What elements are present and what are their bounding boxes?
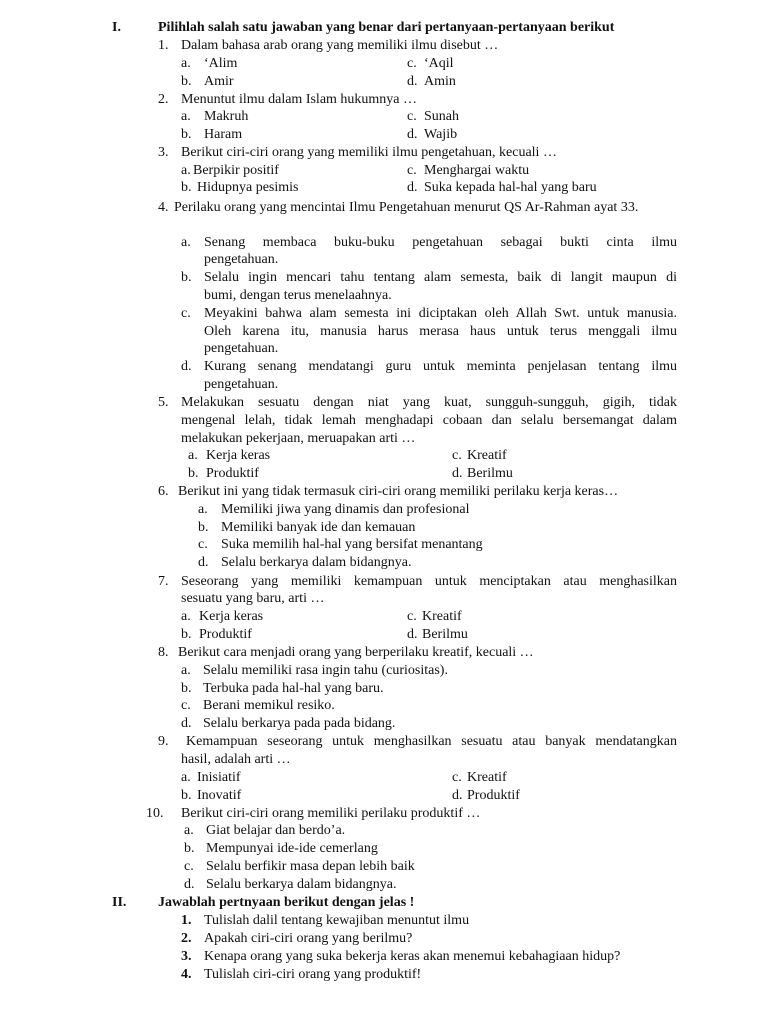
question-text: hasil, adalah arti … — [181, 752, 291, 767]
option-letter: a. — [181, 109, 191, 124]
option-text: Berpikir positif — [193, 163, 279, 178]
option-text: Giat belajar dan berdo’a. — [206, 823, 346, 838]
option-text: Produktif — [199, 627, 252, 642]
option-text: Menghargai waktu — [424, 163, 530, 178]
option-text: Senang membaca buku-buku pengetahuan sebagai bukti cinta ilmu — [204, 235, 677, 250]
option-text: Memiliki jiwa yang dinamis dan profesional — [221, 502, 470, 517]
section-2-numeral: II. — [112, 895, 127, 910]
option-letter: c. — [452, 770, 462, 785]
option-text: Haram — [204, 127, 243, 142]
option-text: Kreatif — [467, 448, 507, 463]
section-1-heading: Pilihlah salah satu jawaban yang benar dari pertanyaan-pertanyaan berikut — [158, 20, 615, 35]
option-text: Selalu berkarya pada pada bidang. — [203, 716, 396, 731]
option-letter: c. — [407, 56, 417, 71]
essay-text: Apakah ciri-ciri orang yang berilmu? — [204, 931, 413, 946]
option-letter: a. — [181, 770, 191, 785]
essay-text: Tulislah dalil tentang kewajiban menuntut ilmu — [204, 913, 470, 928]
question-text: Seseorang yang memiliki kemampuan untuk menciptakan atau menghasilkan — [181, 574, 677, 589]
option-text: pengetahuan. — [204, 341, 279, 356]
option-text: Memiliki banyak ide dan kemauan — [221, 520, 416, 535]
question-text: Kemampuan seseorang untuk menghasilkan sesuatu atau banyak mendatangkan — [186, 734, 677, 749]
option-letter: c. — [407, 163, 417, 178]
option-text: Selalu berkarya dalam bidangnya. — [221, 555, 412, 570]
option-letter: c. — [181, 698, 191, 713]
option-text: pengetahuan. — [204, 377, 279, 392]
option-letter: b. — [188, 466, 199, 481]
question-number: 4. — [158, 200, 169, 215]
option-letter: d. — [181, 716, 192, 731]
option-letter: c. — [198, 537, 208, 552]
option-letter: a. — [181, 163, 191, 178]
option-letter: a. — [198, 502, 208, 517]
question-text: Dalam bahasa arab orang yang memiliki ilmu disebut … — [181, 38, 499, 53]
option-text: Kerja keras — [206, 448, 271, 463]
question-text: Perilaku orang yang mencintai Ilmu Pengetahuan menurut QS Ar-Rahman ayat 33. — [174, 200, 639, 215]
option-letter: d. — [407, 627, 418, 642]
essay-number: 3. — [181, 949, 192, 964]
option-text: pengetahuan. — [204, 252, 279, 267]
option-letter: d. — [181, 359, 192, 374]
essay-number: 1. — [181, 913, 192, 928]
essay-number: 4. — [181, 967, 192, 982]
option-letter: a. — [188, 448, 198, 463]
option-text: Makruh — [204, 109, 249, 124]
option-letter: b. — [181, 788, 192, 803]
option-text: Amin — [424, 74, 456, 89]
essay-text: Kenapa orang yang suka bekerja keras akan menemui kebahagiaan hidup? — [204, 949, 621, 964]
option-text: ‘Alim — [204, 56, 238, 71]
option-text: Meyakini bahwa alam semesta ini diciptakan oleh Allah Swt. untuk manusia. — [204, 306, 677, 321]
option-text: Berani memikul resiko. — [203, 698, 335, 713]
option-text: Inisiatif — [197, 770, 241, 785]
question-text: Berikut ini yang tidak termasuk ciri-ciri orang memiliki perilaku kerja keras… — [178, 484, 619, 499]
option-letter: c. — [184, 859, 194, 874]
option-letter: d. — [184, 877, 195, 892]
option-text: Selalu memiliki rasa ingin tahu (curiositas). — [203, 663, 448, 678]
question-text: melakukan pekerjaan, meruapakan arti … — [181, 431, 416, 446]
option-text: ‘Aqil — [424, 56, 454, 71]
option-text: Produktif — [467, 788, 520, 803]
option-letter: c. — [181, 306, 191, 321]
option-text: Produktif — [206, 466, 259, 481]
option-text: Mempunyai ide-ide cemerlang — [206, 841, 378, 856]
option-letter: a. — [184, 823, 194, 838]
section-1-numeral: I. — [112, 20, 121, 35]
option-letter: d. — [407, 180, 418, 195]
option-letter: d. — [198, 555, 209, 570]
option-letter: b. — [184, 841, 195, 856]
option-text: Inovatif — [197, 788, 242, 803]
option-letter: a. — [181, 56, 191, 71]
question-text: Melakukan sesuatu dengan niat yang kuat, sungguh-sungguh, gigih, tidak — [181, 395, 677, 410]
option-text: Selalu berkarya dalam bidangnya. — [206, 877, 397, 892]
essay-text: Tulislah ciri-ciri orang yang produktif! — [204, 967, 422, 982]
question-number: 10. — [146, 806, 164, 821]
option-text: Berilmu — [422, 627, 468, 642]
option-text: Sunah — [424, 109, 459, 124]
question-number: 7. — [158, 574, 169, 589]
option-letter: b. — [181, 681, 192, 696]
question-text: Berikut ciri-ciri orang memiliki perilaku produktif … — [181, 806, 481, 821]
option-letter: a. — [181, 235, 191, 250]
option-text: Selalu berfikir masa depan lebih baik — [206, 859, 415, 874]
option-text: Terbuka pada hal-hal yang baru. — [203, 681, 384, 696]
question-text: sesuatu yang baru, arti … — [181, 591, 325, 606]
question-number: 6. — [158, 484, 169, 499]
option-letter: b. — [181, 270, 192, 285]
option-text: Selalu ingin mencari tahu tentang alam semesta, baik di langit maupun di — [204, 270, 677, 285]
option-letter: b. — [181, 74, 192, 89]
option-text: Kurang senang mendatangi guru untuk meminta penjelasan tentang ilmu — [204, 359, 677, 374]
option-letter: b. — [181, 180, 192, 195]
question-number: 9. — [158, 734, 169, 749]
question-number: 2. — [158, 92, 169, 107]
option-text: Wajib — [424, 127, 458, 142]
option-text: Berilmu — [467, 466, 513, 481]
option-text: Kreatif — [422, 609, 462, 624]
question-number: 1. — [158, 38, 169, 53]
option-letter: b. — [181, 127, 192, 142]
essay-number: 2. — [181, 931, 192, 946]
option-text: Kreatif — [467, 770, 507, 785]
question-number: 5. — [158, 395, 169, 410]
question-number: 3. — [158, 145, 169, 160]
option-text: bumi, dengan terus menelaahnya. — [204, 288, 392, 303]
option-text: Amir — [204, 74, 234, 89]
option-letter: c. — [407, 109, 417, 124]
option-letter: c. — [407, 609, 417, 624]
option-letter: c. — [452, 448, 462, 463]
section-2-heading: Jawablah pertnyaan berikut dengan jelas ! — [158, 895, 415, 910]
option-letter: b. — [181, 627, 192, 642]
question-text: Berikut ciri-ciri orang yang memiliki ilmu pengetahuan, kecuali … — [181, 145, 557, 160]
question-text: Menuntut ilmu dalam Islam hukumnya … — [181, 92, 418, 107]
option-letter: d. — [452, 466, 463, 481]
option-letter: a. — [181, 663, 191, 678]
option-text: Oleh karena itu, manusia harus merasa haus untuk terus menggali ilmu — [204, 324, 677, 339]
option-text: Kerja keras — [199, 609, 264, 624]
option-letter: b. — [198, 520, 209, 535]
option-text: Suka kepada hal-hal yang baru — [424, 180, 597, 195]
option-letter: a. — [181, 609, 191, 624]
question-text: Berikut cara menjadi orang yang berperilaku kreatif, kecuali … — [178, 645, 534, 660]
option-letter: d. — [407, 127, 418, 142]
question-number: 8. — [158, 645, 169, 660]
option-letter: d. — [407, 74, 418, 89]
option-letter: d. — [452, 788, 463, 803]
option-text: Suka memilih hal-hal yang bersifat menantang — [221, 537, 483, 552]
question-text: mengenal lelah, tidak lemah menghadapi cobaan dan selalu bersemangat dalam — [181, 413, 677, 428]
option-text: Hidupnya pesimis — [197, 180, 299, 195]
